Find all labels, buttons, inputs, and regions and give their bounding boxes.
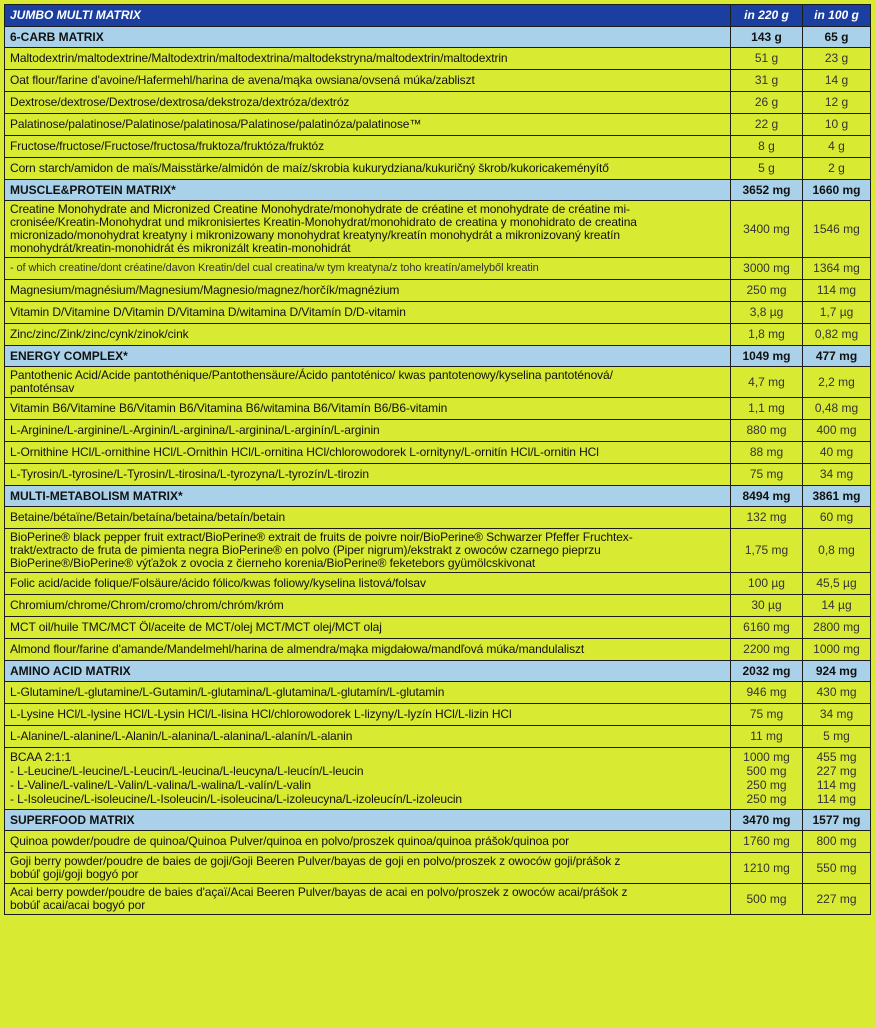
table-cell-value-220g	[731, 748, 803, 810]
value-220g: 1,75 mg	[731, 529, 803, 573]
value-220g: 3400 mg	[731, 201, 803, 258]
ingredient-name: - of which creatine/dont créatine/davon Kreatin/del cual creatina/w tym kreatyna/z toho kreatín/amelyből kreatin	[5, 258, 731, 280]
table-row	[5, 529, 871, 573]
value-220g: 1210 mg	[731, 853, 803, 884]
value-100g: 0,8 mg	[803, 529, 871, 573]
value-100g: 10 g	[803, 114, 871, 136]
value-220g: 5 g	[731, 158, 803, 180]
table-row	[5, 258, 871, 280]
value-100g: 430 mg	[803, 682, 871, 704]
ingredient-name: L-Glutamine/L-glutamine/L-Gutamin/L-glutamina/L-glutamina/L-glutamín/L-glutamin	[5, 682, 731, 704]
ingredient-name: L-Tyrosin/L-tyrosine/L-Tyrosin/L-tirosina/L-tyrozyna/L-tyrozín/L-tirozin	[5, 464, 731, 486]
table-row	[5, 136, 871, 158]
value-100g: 34 mg	[803, 704, 871, 726]
table-row	[5, 201, 871, 258]
table-row	[5, 302, 871, 324]
table-row-stack	[5, 748, 871, 810]
ingredient-name: Folic acid/acide folique/Folsäure/ácido fólico/kwas foliowy/kyselina listová/folsav	[5, 573, 731, 595]
table-row	[5, 280, 871, 302]
value-220g-line: 250 mg	[746, 792, 787, 806]
value-220g-line: 1000 mg	[743, 750, 790, 764]
ingredient-name: Vitamin D/Vitamine D/Vitamin D/Vitamina D/witamina D/Vitamín D/D-vitamin	[5, 302, 731, 324]
value-100g: 550 mg	[803, 853, 871, 884]
table-row	[5, 324, 871, 346]
table-row	[5, 420, 871, 442]
table-row	[5, 617, 871, 639]
row-name-line: - L-Valine/L-valine/L-Valin/L-valina/L-walina/L-valín/L-valin	[10, 778, 311, 792]
value-220g: 11 mg	[731, 726, 803, 748]
nutrition-table	[4, 4, 871, 915]
value-100g: 1000 mg	[803, 639, 871, 661]
row-name-line: BCAA 2:1:1	[10, 750, 72, 764]
value-220g: 2200 mg	[731, 639, 803, 661]
ingredient-name: Acai berry powder/poudre de baies d'açaï/Acai Beeren Pulver/bayas de acai en polvo/proszek z owoców acai/prášok z bobúľ acai/acai bogyó por	[5, 884, 731, 915]
value-100g: 1364 mg	[803, 258, 871, 280]
value-100g: 400 mg	[803, 420, 871, 442]
value-220g: 8494 mg	[731, 486, 803, 507]
value-220g: 88 mg	[731, 442, 803, 464]
value-220g: 75 mg	[731, 464, 803, 486]
table-row	[5, 92, 871, 114]
ingredient-name: Quinoa powder/poudre de quinoa/Quinoa Pulver/quinoa en polvo/proszek quinoa/quinoa prášok/quinoa por	[5, 831, 731, 853]
value-220g: 6160 mg	[731, 617, 803, 639]
ingredient-name: Corn starch/amidon de maïs/Maisstärke/almidón de maíz/skrobia kukurydziana/kukuričný škrob/kukoricakeményítő	[5, 158, 731, 180]
value-100g: 1,7 µg	[803, 302, 871, 324]
value-220g: 4,7 mg	[731, 367, 803, 398]
value-100g: 5 mg	[803, 726, 871, 748]
value-100g: 23 g	[803, 48, 871, 70]
table-row	[5, 507, 871, 529]
section-row	[5, 346, 871, 367]
value-220g: 250 mg	[731, 280, 803, 302]
value-100g: 14 µg	[803, 595, 871, 617]
table-row	[5, 114, 871, 136]
section-title: 6-CARB MATRIX	[5, 27, 731, 48]
value-220g: 3000 mg	[731, 258, 803, 280]
value-220g: 1049 mg	[731, 346, 803, 367]
value-220g: 22 g	[731, 114, 803, 136]
ingredient-name: MCT oil/huile TMC/MCT Öl/aceite de MCT/olej MCT/MCT olej/MCT olaj	[5, 617, 731, 639]
section-row	[5, 486, 871, 507]
value-220g-line: 500 mg	[746, 764, 787, 778]
table-row	[5, 442, 871, 464]
value-220g: 3,8 µg	[731, 302, 803, 324]
ingredient-name: Dextrose/dextrose/Dextrose/dextrosa/dekstroza/dextróza/dextróz	[5, 92, 731, 114]
value-100g: 45,5 µg	[803, 573, 871, 595]
ingredient-name: Creatine Monohydrate and Micronized Creatine Monohydrate/monohydrate de créatine et monohydrate de créatine mi- cronisée/Kreatin-Monohydrat und mikronisiertes Kreatin-Monohydrat/monohidrato de creatina y monohidrato de creatina micronizado/monohydrat kreatyny i mikronizowany monohydrat kreatyny/kreatín monohydrát a mikronizovaný kreatín monohydrát/kreatin-monohidrát és mikronizált kreatin-monohidrát	[5, 201, 731, 258]
value-220g: 51 g	[731, 48, 803, 70]
nutrition-table-body	[5, 5, 871, 915]
ingredient-name: L-Lysine HCl/L-lysine HCl/L-Lysin HCl/L-lisina HCl/chlorowodorek L-lizyny/L-lyzín HCl/L-lizin HCl	[5, 704, 731, 726]
value-220g: 3652 mg	[731, 180, 803, 201]
table-row	[5, 831, 871, 853]
value-100g: 1546 mg	[803, 201, 871, 258]
value-100g: 34 mg	[803, 464, 871, 486]
value-100g: 12 g	[803, 92, 871, 114]
ingredient-name: Almond flour/farine d'amande/Mandelmehl/harina de almendra/mąka migdałowa/mandľová múka/mandulaliszt	[5, 639, 731, 661]
table-row	[5, 853, 871, 884]
header-product-name: JUMBO MULTI MATRIX	[5, 5, 731, 27]
header-col-220g: in 220 g	[731, 5, 803, 27]
value-100g: 477 mg	[803, 346, 871, 367]
value-100g-line: 114 mg	[816, 792, 857, 806]
value-220g: 26 g	[731, 92, 803, 114]
ingredient-name: L-Arginine/L-arginine/L-Arginin/L-arginina/L-arginina/L-arginín/L-arginin	[5, 420, 731, 442]
table-header-row	[5, 5, 871, 27]
table-row	[5, 573, 871, 595]
table-row	[5, 884, 871, 915]
value-100g: 60 mg	[803, 507, 871, 529]
ingredient-name: L-Ornithine HCl/L-ornithine HCl/L-Ornithin HCl/L-ornitina HCl/chlorowodorek L-ornityny/L-ornitín HCl/L-ornitin HCl	[5, 442, 731, 464]
value-220g: 3470 mg	[731, 810, 803, 831]
table-row	[5, 70, 871, 92]
table-cell-value-100g	[803, 748, 871, 810]
section-title: MULTI-METABOLISM MATRIX*	[5, 486, 731, 507]
value-100g: 14 g	[803, 70, 871, 92]
table-cell-row-name	[5, 748, 731, 810]
value-220g: 75 mg	[731, 704, 803, 726]
value-100g: 227 mg	[803, 884, 871, 915]
table-row	[5, 726, 871, 748]
ingredient-name: Pantothenic Acid/Acide pantothénique/Pantothensäure/Ácido pantoténico/ kwas pantotenowy/kyselina pantoténová/ pantoténsav	[5, 367, 731, 398]
ingredient-name: Magnesium/magnésium/Magnesium/Magnesio/magnez/horčík/magnézium	[5, 280, 731, 302]
table-row	[5, 595, 871, 617]
ingredient-name: Betaine/bétaïne/Betain/betaína/betaina/betaín/betain	[5, 507, 731, 529]
section-row	[5, 27, 871, 48]
value-220g: 500 mg	[731, 884, 803, 915]
value-220g: 30 µg	[731, 595, 803, 617]
value-220g: 1,1 mg	[731, 398, 803, 420]
ingredient-name: Oat flour/farine d'avoine/Hafermehl/harina de avena/mąka owsiana/ovsená múka/zabliszt	[5, 70, 731, 92]
value-220g: 1,8 mg	[731, 324, 803, 346]
value-100g-line: 455 mg	[816, 750, 857, 764]
value-220g: 880 mg	[731, 420, 803, 442]
row-name-line: - L-Leucine/L-leucine/L-Leucin/L-leucina/L-leucyna/L-leucín/L-leucin	[10, 764, 364, 778]
section-row	[5, 810, 871, 831]
table-row	[5, 158, 871, 180]
ingredient-name: Goji berry powder/poudre de baies de goji/Goji Beeren Pulver/bayas de goji en polvo/proszek z owoców goji/prášok z bobúľ goji/goji bogyó por	[5, 853, 731, 884]
value-100g: 1660 mg	[803, 180, 871, 201]
ingredient-name: Chromium/chrome/Chrom/cromo/chrom/chróm/króm	[5, 595, 731, 617]
value-100g: 0,48 mg	[803, 398, 871, 420]
value-220g-line: 250 mg	[746, 778, 787, 792]
ingredient-name: Vitamin B6/Vitamine B6/Vitamin B6/Vitamina B6/witamina B6/Vitamín B6/B6-vitamin	[5, 398, 731, 420]
table-row	[5, 398, 871, 420]
value-100g: 114 mg	[803, 280, 871, 302]
value-220g: 31 g	[731, 70, 803, 92]
value-220g: 132 mg	[731, 507, 803, 529]
table-row	[5, 48, 871, 70]
value-100g: 4 g	[803, 136, 871, 158]
ingredient-name: BioPerine® black pepper fruit extract/BioPerine® extrait de fruits de poivre noir/BioPerine® Schwarzer Pfeffer Fruchtex- trakt/extracto de fruta de pimienta negra BioPerine® en polvo (Piper nigrum)/ekstrakt z owoców czarnego pieprzu BioPerine®/BioPerine® výťažok z ovocia z čierneho korenia/BioPerine® feketebors gyümölcskivonat	[5, 529, 731, 573]
value-220g: 946 mg	[731, 682, 803, 704]
value-100g: 800 mg	[803, 831, 871, 853]
value-100g: 0,82 mg	[803, 324, 871, 346]
ingredient-name: Fructose/fructose/Fructose/fructosa/fruktoza/fruktóza/fruktóz	[5, 136, 731, 158]
value-100g-line: 114 mg	[816, 778, 857, 792]
ingredient-name: L-Alanine/L-alanine/L-Alanin/L-alanina/L-alanina/L-alanín/L-alanin	[5, 726, 731, 748]
ingredient-name: Maltodextrin/maltodextrine/Maltodextrin/maltodextrina/maltodekstryna/maltodextrin/maltodextrin	[5, 48, 731, 70]
table-row	[5, 682, 871, 704]
header-col-100g: in 100 g	[803, 5, 871, 27]
section-title: ENERGY COMPLEX*	[5, 346, 731, 367]
table-row	[5, 639, 871, 661]
section-title: SUPERFOOD MATRIX	[5, 810, 731, 831]
value-220g: 1760 mg	[731, 831, 803, 853]
value-100g: 65 g	[803, 27, 871, 48]
value-100g: 2 g	[803, 158, 871, 180]
value-100g: 1577 mg	[803, 810, 871, 831]
section-title: AMINO ACID MATRIX	[5, 661, 731, 682]
value-100g: 2800 mg	[803, 617, 871, 639]
row-name-line: - L-Isoleucine/L-isoleucine/L-Isoleucin/L-isoleucina/L-izoleucyna/L-izoleucín/L-izoleucin	[10, 792, 463, 806]
section-title: MUSCLE&PROTEIN MATRIX*	[5, 180, 731, 201]
value-100g: 3861 mg	[803, 486, 871, 507]
value-220g: 8 g	[731, 136, 803, 158]
value-100g: 2,2 mg	[803, 367, 871, 398]
table-row	[5, 704, 871, 726]
value-100g: 40 mg	[803, 442, 871, 464]
table-row	[5, 367, 871, 398]
section-row	[5, 180, 871, 201]
value-100g: 924 mg	[803, 661, 871, 682]
ingredient-name: Zinc/zinc/Zink/zinc/cynk/zinok/cink	[5, 324, 731, 346]
value-100g-line: 227 mg	[816, 764, 857, 778]
value-220g: 100 µg	[731, 573, 803, 595]
section-row	[5, 661, 871, 682]
value-220g: 143 g	[731, 27, 803, 48]
table-row	[5, 464, 871, 486]
value-220g: 2032 mg	[731, 661, 803, 682]
ingredient-name: Palatinose/palatinose/Palatinose/palatinosa/Palatinose/palatinóza/palatinose™	[5, 114, 731, 136]
